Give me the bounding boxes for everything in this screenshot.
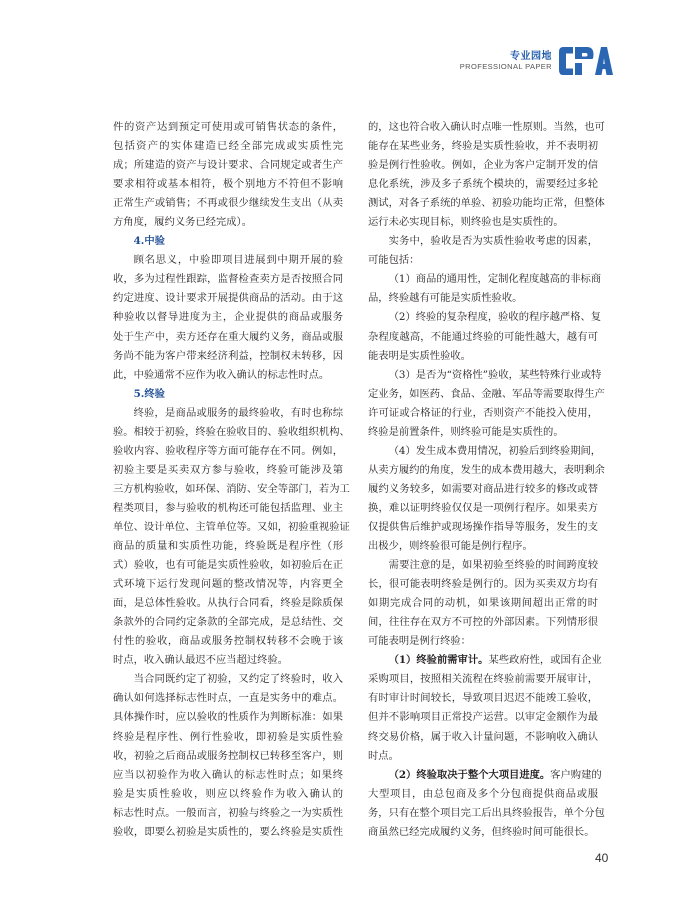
text-line: 间，往往存在双方不可控的外部因素。下列情形很 [368,616,598,629]
item-lead: （1）终验前需审计。 [388,654,489,667]
text-line: （2）终验的复杂程度，验收的程序越严格、复 [388,311,602,324]
item-text: 某些政府性，或国有企业 [488,654,602,667]
text-line: 实务中，验收是否为实质性验收考虑的因素， [388,235,598,248]
text-line: 验收内容、验收程序等方面可能存在不同。例如， [113,444,343,457]
paragraph [368,232,598,270]
text-line: 确认如何选择标志性时点，一直是实务中的难点。 [113,692,343,705]
text-line: 采购项目，按照相关流程在终验前需要开展审计， [368,673,598,686]
text-line: 大型项目，由总包商及多个分包商提供商品或服 [368,787,598,800]
text-line: 验是实质性验收，则应以终验作为收入确认的 [113,787,343,800]
text-line: 标志性时点。一般而言，初验与终验之一为实质性 [113,806,343,819]
paragraph [368,556,598,651]
text-line: 履约义务较多，如需要对商品进行较多的修改或替 [368,482,598,495]
text-line: 终验，是商品或服务的最终验收，有时也称综 [133,406,343,419]
section-title-en: PROFESSIONAL PAPER [459,62,552,71]
left-column [113,118,350,842]
text-line: 出极少，则终验很可能是例行程序。 [368,540,533,553]
paragraph [113,404,350,671]
text-line: 三方机构验收，如环保、消防、安全等部门，若为工 [113,482,350,495]
text-line: 验收，即要么初验是实质性的，要么终验是实质性 [113,825,343,838]
text-line: 从卖方履约的角度，发生的成本费用越大，表明剩余 [368,463,605,476]
text-line: 此，中验通常不应作为收入确认的标志性时点。 [113,368,330,381]
text-line: 长，很可能表明终验是例行的。因为买卖双方均有 [368,578,598,591]
right-column [368,118,605,842]
text-line: 终验是前置条件，则终验可能是实质性的。 [368,425,564,438]
text-line: 正常生产或销售；不再或很少继续发生支出（从卖 [113,197,343,210]
journal-logo-graphic [557,44,613,78]
paragraph [368,651,602,765]
item-text: 客户购建的 [550,768,602,781]
text-line: 面，是总体性验收。从执行合同看，终验是除质保 [113,597,343,610]
text-line: 包括资产的实体建造已经全部完成或实质性完 [113,140,343,153]
text-line: 终验是程序性、例行性验收，即初验是实质性验 [113,730,343,743]
text-line: （3）是否为“资格性”验收，某些特殊行业或特 [388,368,602,381]
text-line: 息化系统，涉及多子系统个模块的，需要经过多轮 [368,178,598,191]
text-line: 程类项目，参与验收的机构还可能包括监理、业主 [113,501,343,514]
text-line: 能表明是实质性验收。 [368,349,471,362]
paragraph [368,118,605,232]
paragraph [368,442,605,556]
text-line: 可能表明是例行终验： [368,635,471,648]
text-line: 需要注意的是，如果初验至终验的时间跨度较 [388,559,598,572]
text-line: 务尚不能为客户带来经济利益，控制权未转移，因 [113,349,343,362]
text-line: 方角度，履约义务已经完成）。 [113,216,253,229]
item-lead: （2）终验取决于整个大项目进度。 [388,768,551,781]
text-line: 顾名思义，中验即项目进展到中期开展的验 [133,254,343,267]
text-line: 终交易价格，属于收入计量问题，不影响收入确认 [368,730,598,743]
text-line: 验是例行性验收。例如，企业为客户定制开发的信 [368,159,598,172]
text-line: 可能包括： [368,254,420,267]
paragraph [368,308,602,365]
text-line: 要求相符或基本相符，极个别地方不符但不影响 [113,178,343,191]
text-line: 件的资产达到预定可使用或可销售状态的条件， [113,121,343,133]
text-line: 成；所建造的资产与设计要求、合同规定或者生产 [113,159,343,172]
text-line: 但并不影响项目正常投产运营。以审定金额作为最 [368,711,598,724]
paragraph [113,118,343,232]
text-line: 务，只有在整个项目完工后出具终验报告，单个分包 [368,806,605,819]
paragraph [368,766,605,842]
section-title-cn: 专业园地 [510,51,552,62]
text-line: 具体操作时，应以验收的性质作为判断标准：如果 [113,711,343,724]
text-line: 品，终验越有可能是实质性验收。 [368,292,523,305]
text-line: 收，初验之后商品或服务控制权已转移至客户，则 [113,749,343,762]
text-line: 单位、设计单位、主管单位等。又如，初验重视验证 [113,520,350,533]
text-line: 能存在某些业务，终验是实质性验收，并不表明初 [368,140,598,153]
text-line: 式环境下运行发现问题的整改情况等，内容更全 [113,578,343,591]
paragraph [113,670,343,841]
section-heading: 5.终验 [133,387,165,400]
text-line: （1）商品的通用性，定制化程度越高的非标商 [388,273,602,286]
text-line: 商虽然已经完成履约义务，但终验时间可能很长。 [368,825,595,838]
text-line: 式）验收，也有可能是实质性验收，如初验后在正 [113,559,343,572]
text-line: 如期完成合同的动机，如果该期间超出正常的时 [368,597,598,610]
text-line: 定业务，如医药、食品、金融、军品等需要取得生产 [368,387,605,400]
text-line: 付性的验收，商品或服务控制权转移不会晚于该 [113,635,343,648]
text-line: 时点。 [368,749,399,762]
text-line [368,766,602,785]
text-line: 验。相较于初验，终验在验收目的、验收组织机构、 [113,425,350,438]
text-line: 换，难以证明终验仅仅是一项例行程序。如果卖方 [368,501,598,514]
text-line: 测试，对各子系统的单验、初验功能均正常，但整体 [368,197,605,210]
text-line: 条款外的合同约定条款的全部完成，是总结性、交 [113,616,343,629]
text-line: （4）发生成本费用情况，初验后到终验期间， [388,444,602,457]
text-line [368,651,602,670]
text-line: 应当以初验作为收入确认的标志性时点；如果终 [113,768,343,781]
text-line: 仅提供售后维护或现场操作指导等服务，发生的支 [368,520,598,533]
page-number: 40 [595,851,609,865]
text-line: 的，这也符合收入确认时点唯一性原则。当然，也可 [368,121,605,133]
text-line: 运行未必实现目标，则终验也是实质性的。 [368,216,564,229]
text-line: 杂程度越高，不能通过终验的可能性越大，越有可 [368,330,598,343]
text-line: 时点，收入确认最迟不应当超过终验。 [113,654,289,667]
text-line: 许可证或合格证的行业，否则资产不能投入使用， [368,406,598,419]
text-line: 约定进度、设计要求开展提供商品的活动。由于这 [113,292,343,305]
text-line: 收，多为过程性跟踪，监督检查卖方是否按照合同 [113,273,343,286]
paragraph [113,251,343,384]
text-line: 当合同既约定了初验，又约定了终验时，收入 [133,673,343,686]
journal-logo-icon [557,44,613,78]
section-heading: 4.中验 [133,235,165,248]
text-line: 有时审计时间较长，导致项目迟迟不能竣工验收， [368,692,598,705]
text-line: 种验收以督导进度为主，企业提供的商品或服务 [113,311,343,324]
text-line: 处于生产中，卖方还存在重大履约义务，商品或服 [113,330,343,343]
paragraph [368,366,605,442]
text-line: 商品的质量和实质性功能，终验既是程序性（形 [113,540,343,553]
paragraph [368,270,602,308]
text-line: 初验主要是买卖双方参与验收，终验可能涉及第 [113,463,343,476]
